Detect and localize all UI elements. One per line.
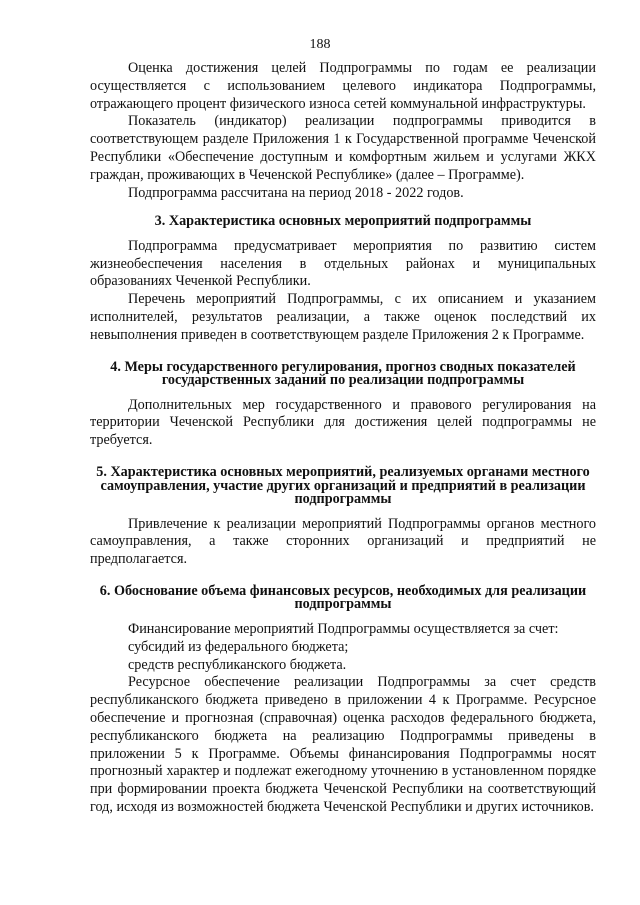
paragraph-financing: Финансирование мероприятий Подпрограммы осуществляется за счет: [128,620,559,637]
paragraph-republic-funds: средств республиканского бюджета. [128,656,347,673]
paragraph-regulation: Дополнительных мер государственного и правового регулирования на территории Чеченской Республики для достижения целей подпрограммы не требуется. [90,396,596,449]
paragraph-resource-support: Ресурсное обеспечение реализации Подпрограммы за счет средств республиканского бюджета приведено в приложении 4 к Программе. Ресурсное обеспечение и прогнозная (справочная) оценка расходов федерального бюджета, республиканского бюджета на реализацию Подпрограммы приведены в приложении 5 к Программе. Объемы финансирования Подпрограммы носят прогнозный характер и подлежат ежегодному уточнению в установленном порядке при формировании проекта бюджета Чеченской Республики на соответствующий год, исходя из возможностей бюджета Чеченской Республики и других источников. [90,674,596,815]
paragraph-target-indicator: Оценка достижения целей Подпрограммы по годам ее реализации осуществляется с использованием целевого индикатора Подпрограммы, отражающего процент физического износа сетей коммунальной инфраструктуры. [90,60,596,112]
section-heading-6: 6. Обоснование объема финансовых ресурсов, необходимых для реализации подпрограммы [99,582,587,613]
paragraph-federal-subsidies: субсидий из федерального бюджета; [128,638,349,655]
paragraph-measures: Подпрограмма предусматривает мероприятия по развитию систем жизнеобеспечения населения в отдельных районах и муниципальных образованиях Чеченкой Республики. [90,237,596,290]
paragraph-local-authorities: Привлечение к реализации мероприятий Подпрограммы органов местного самоуправления, а также сторонних организаций и предприятий не предполагается. [90,515,596,568]
section-heading-4: 4. Меры государственного регулирования, прогноз сводных показателей государственных заданий по реализации подпрограммы [110,358,576,389]
section-heading-3: 3. Характеристика основных мероприятий подпрограммы [154,213,532,230]
section-heading-5: 5. Характеристика основных мероприятий, реализуемых органами местного самоуправления, участие других организаций и предприятий в реализации подпрограммы [96,464,590,508]
paragraph-indicator-reference: Показатель (индикатор) реализации подпрограммы приводится в соответствующем разделе Приложения 1 к Государственной программе Чеченской Республики «Обеспечение доступным и комфортным жильем и услугами ЖКХ граждан, проживающих в Чеченской Республике» (далее – Программе). [90,113,596,183]
paragraph-period: Подпрограмма рассчитана на период 2018 - 2022 годов. [128,184,464,201]
document-body [90,60,596,817]
page-number: 188 [309,37,331,52]
paragraph-measures-list: Перечень мероприятий Подпрограммы, с их описанием и указанием исполнителей, результатов реализации, а также оценок последствий их невыполнения приведен в соответствующем разделе Приложения 2 к Программе. [90,291,596,343]
